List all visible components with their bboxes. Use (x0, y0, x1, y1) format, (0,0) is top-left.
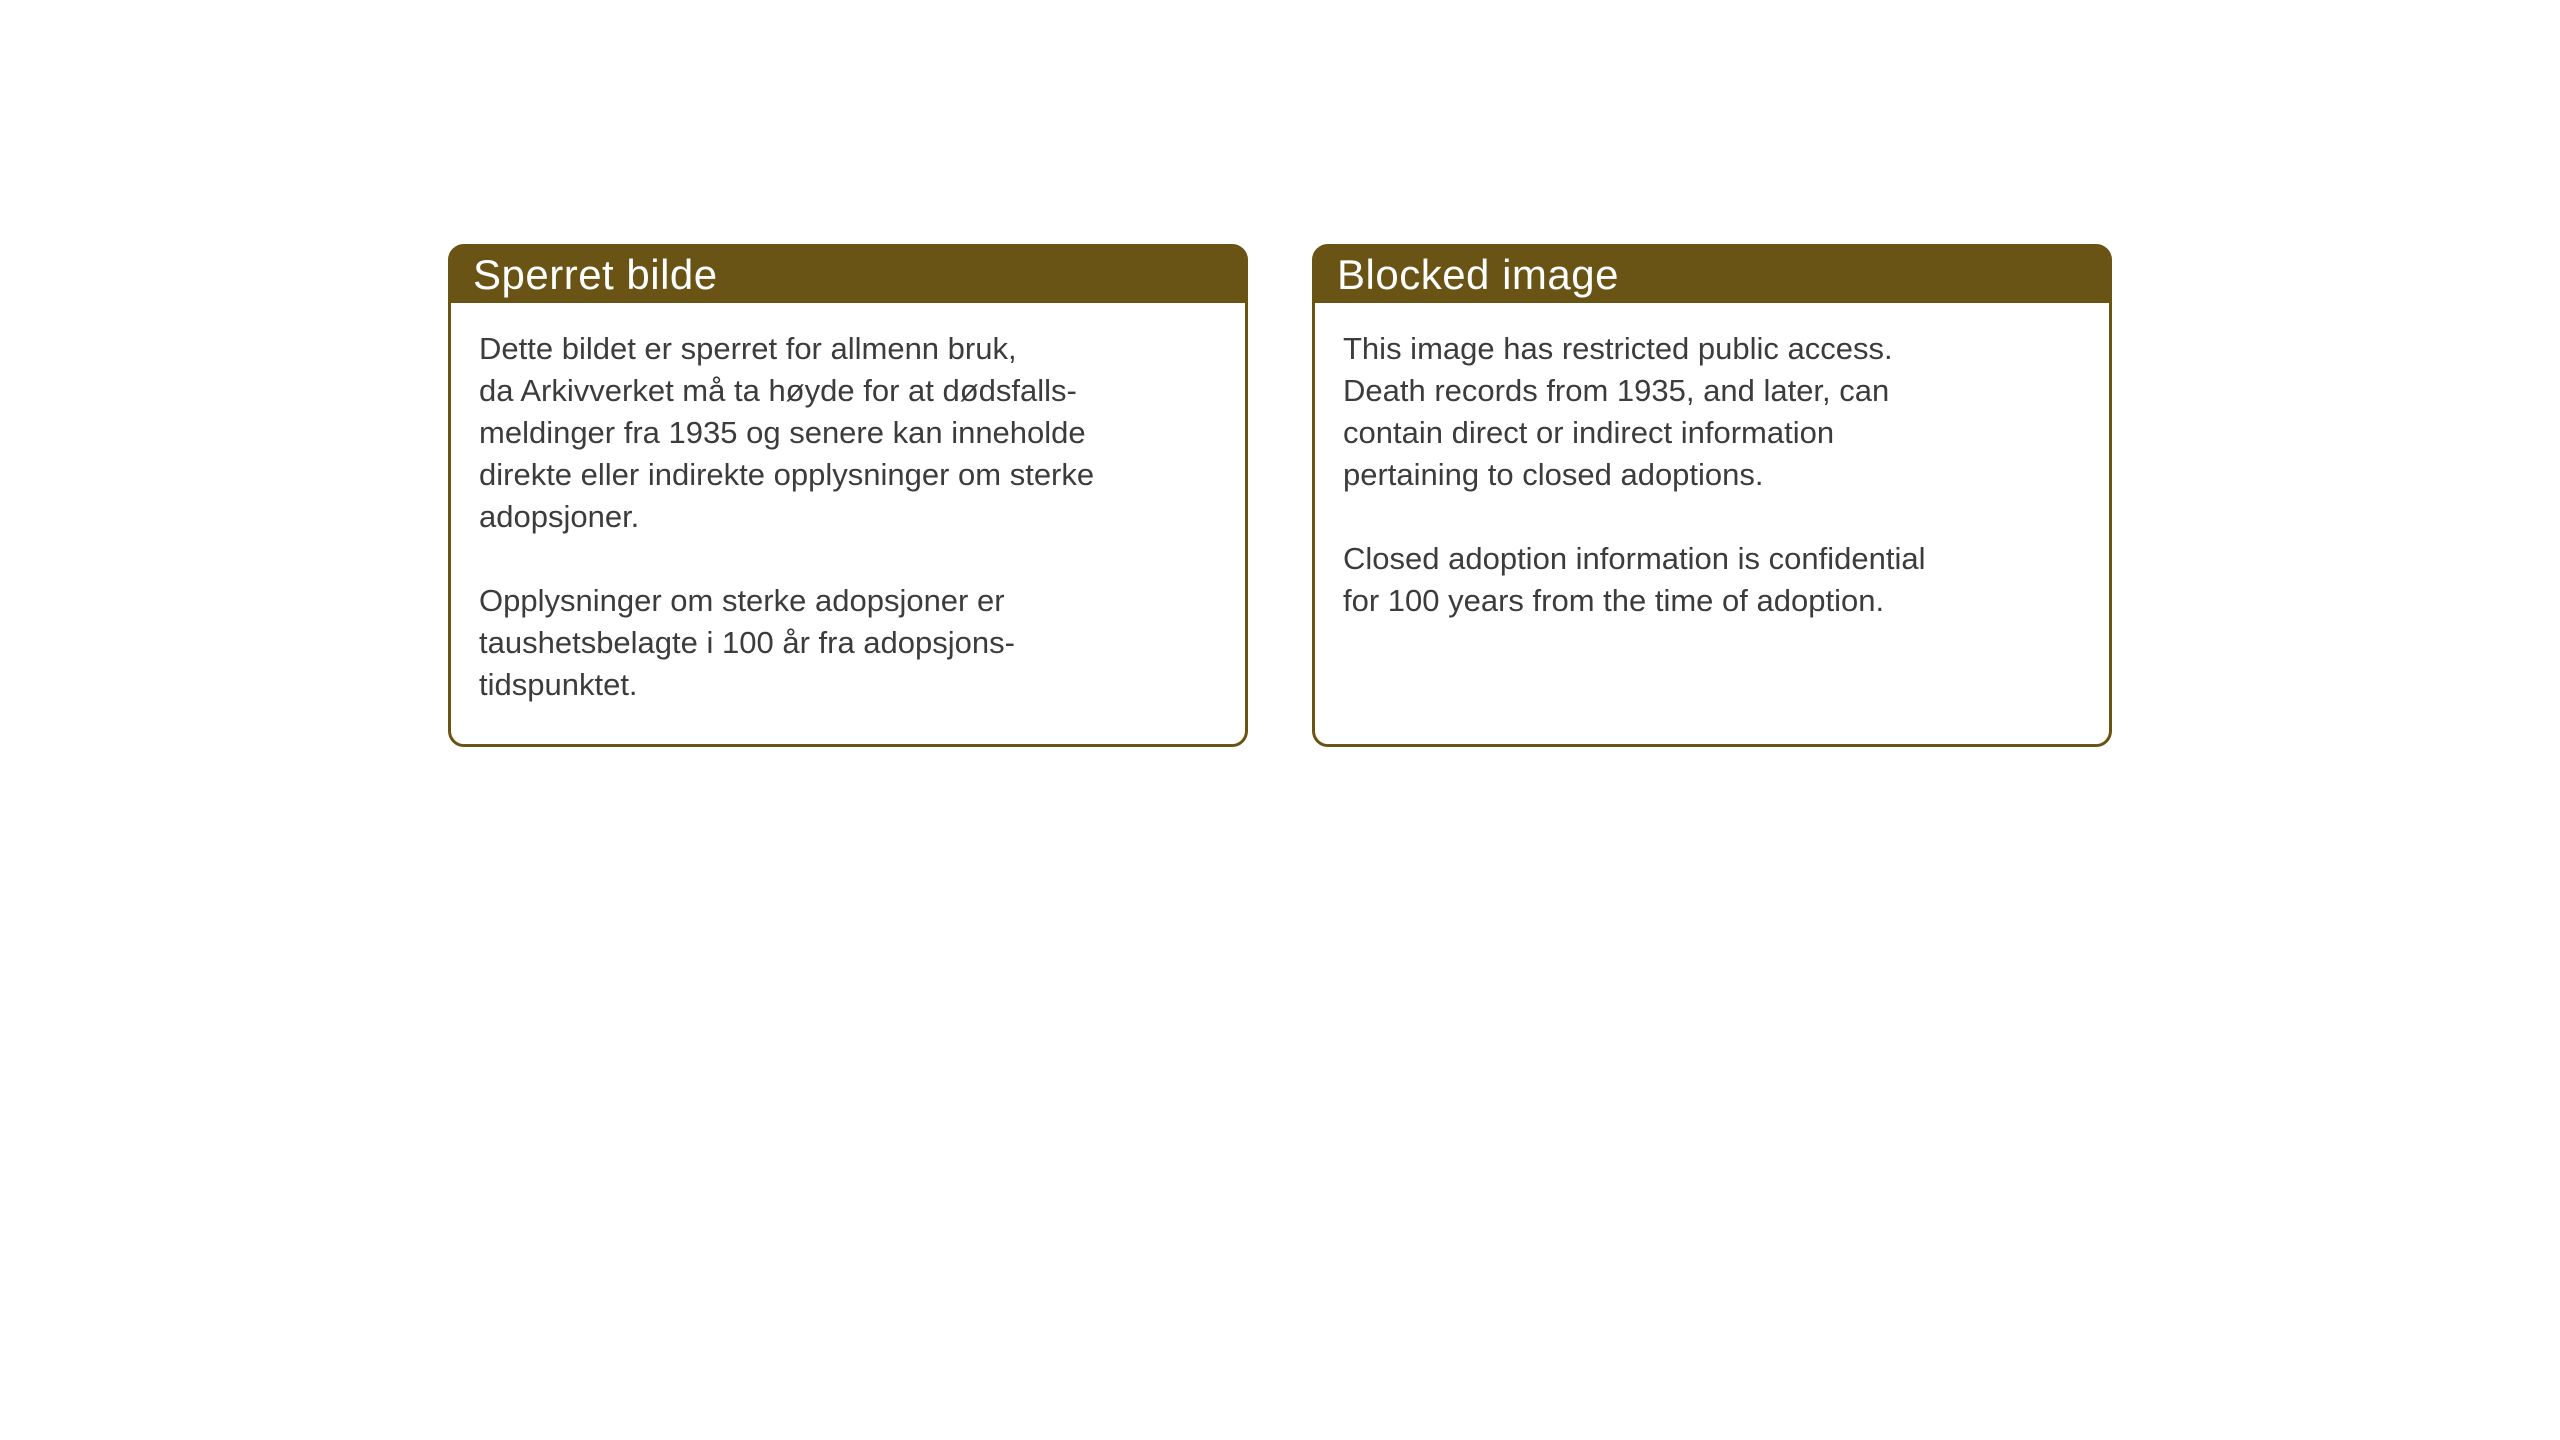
text-line: taushetsbelagte i 100 år fra adopsjons- (479, 625, 1015, 660)
text-line: for 100 years from the time of adoption. (1343, 583, 1885, 618)
notice-card-norwegian (448, 244, 1248, 747)
text-line: Closed adoption information is confidential (1343, 541, 1926, 576)
text-line: This image has restricted public access. (1343, 331, 1893, 366)
text-line: adopsjoner. (479, 499, 640, 534)
text-line: Opplysninger om sterke adopsjoner er (479, 583, 1005, 618)
text-line: contain direct or indirect information (1343, 415, 1835, 450)
card-header (1315, 247, 2109, 303)
card-header (451, 247, 1245, 303)
text-line: Dette bildet er sperret for allmenn bruk, (479, 331, 1017, 366)
text-line: pertaining to closed adoptions. (1343, 457, 1764, 492)
card-body (451, 303, 1245, 706)
paragraph (479, 580, 1219, 706)
text-line: meldinger fra 1935 og senere kan inneholde (479, 415, 1086, 450)
card-title: Sperret bilde (473, 251, 718, 298)
text-line: tidspunktet. (479, 667, 638, 702)
notice-card-english (1312, 244, 2112, 747)
card-title: Blocked image (1337, 251, 1619, 298)
card-body (1315, 303, 2109, 622)
paragraph (1343, 328, 2083, 496)
text-line: Death records from 1935, and later, can (1343, 373, 1890, 408)
paragraph (479, 328, 1219, 538)
text-line: direkte eller indirekte opplysninger om sterke (479, 457, 1095, 492)
paragraph (1343, 538, 2083, 622)
text-line: da Arkivverket må ta høyde for at dødsfalls- (479, 373, 1077, 408)
